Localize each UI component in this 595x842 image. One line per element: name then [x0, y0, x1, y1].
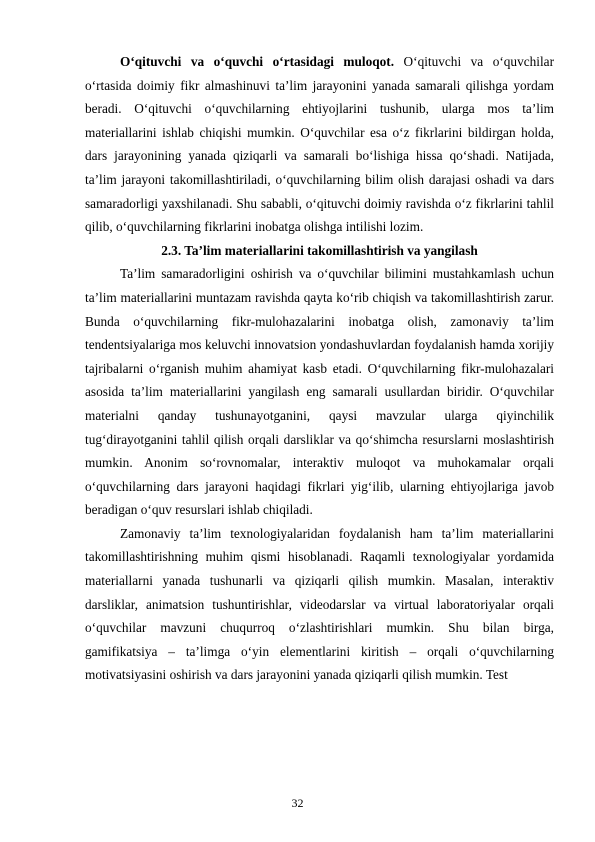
paragraph-materials: Ta’lim samaradorligini oshirish va o‘quvchilar bilimini mustahkamlash uchun ta’lim materiallarini muntazam ravishda qayta ko‘rib chiqish va takomillashtirish zarur. Bunda o‘quvchilarning fikr-mulohazalarini inobatga olish, zamonaviy ta’lim tendentsiyalariga mos keluvchi innovatsion yondashuvlardan foydalanish hamda xorijiy tajribalarni o‘rganish muhim ahamiyat kasb etadi. O‘quvchilarning fikr-mulohazalari asosida ta’lim materiallarini yangilash eng samarali usullardan biridir. O‘quvchilar materialni qanday tushunayotganini, qaysi mavzular ularga qiyinchilik tug‘dirayotganini tahlil qilish orqali darsliklar va qo‘shimcha resurslarni moslashtirish mumkin. Anonim so‘rovnomalar, interaktiv muloqot va muhokamalar orqali o‘quvchilarning dars jarayoni haqidagi fikrlari yig‘ilib, ularning ehtiyojlariga javob beradigan o‘quv resurslari ishlab chiqiladi. — [85, 266, 554, 518]
paragraph-body: O‘qituvchi va o‘quvchilar o‘rtasida doimiy fikr almashinuvi ta’lim jarayonini yanada samarali qilishga yordam beradi. O‘qituvchi o‘quvchilarning ehtiyojlarini tushunib, ularga mos ta’lim materiallarini ishlab chiqishi mumkin. O‘quvchilar esa o‘z fikrlarini bildirgan holda, dars jarayonining yanada qiziqarli va samarali bo‘lishiga hissa qo‘shadi. Natijada, ta’lim jarayoni takomillashtiriladi, o‘quvchilarning bilim olish darajasi oshadi va dars samaradorligi yaxshilanadi. Shu sababli, o‘qituvchi doimiy ravishda o‘z fikrlarini tahlil qilib, o‘quvchilarning fikrlarini inobatga olishga intilishi lozim. — [85, 54, 554, 235]
document-page — [85, 50, 554, 687]
paragraph-lead-title: O‘qituvchi va o‘quvchi o‘rtasidagi muloqot. — [120, 54, 395, 69]
page-number: 32 — [291, 796, 304, 810]
paragraph-communication — [85, 50, 554, 239]
paragraph-technologies: Zamonaviy ta’lim texnologiyalaridan foydalanish ham ta’lim materiallarini takomillashtirishning muhim qismi hisoblanadi. Raqamli texnologiyalar yordamida materiallarni yanada tushunarli va qiziqarli qilish mumkin. Masalan, interaktiv darsliklar, animatsion tushuntirishlar, videodarslar va virtual laboratoriyalar orqali o‘quvchilar mavzuni chuqurroq o‘zlashtirishlari mumkin. Shu bilan birga, gamifikatsiya – ta’limga o‘yin elementlarini kiritish – orqali o‘quvchilarning motivatsiyasini oshirish va dars jarayonini yanada qiziqarli qilish mumkin. Test — [85, 525, 554, 683]
section-heading: 2.3. Ta’lim materiallarini takomillashtirish va yangilash — [161, 242, 478, 258]
